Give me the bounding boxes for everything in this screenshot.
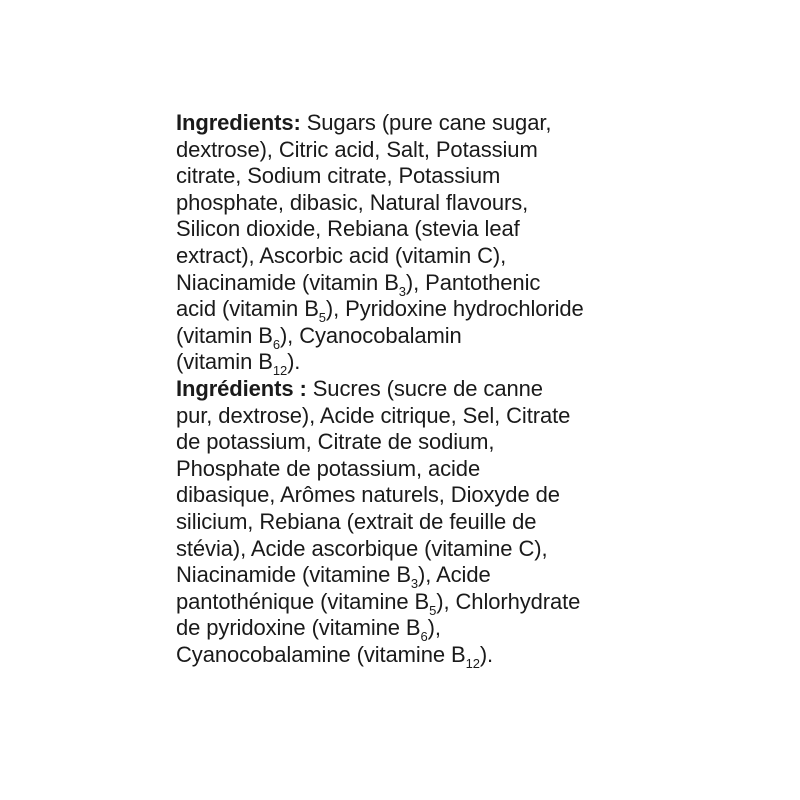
english-line-3: citrate, Sodium citrate, Potassium (176, 163, 501, 189)
english-line-pyridoxine: (vitamin $B_6$), Cyanocobalamin (176, 322, 462, 352)
english-line-6: extract), Ascorbic acid (vitamin C), (176, 242, 507, 268)
french-line-6: silicium, Rebiana (extrait de feuille de (176, 508, 537, 534)
french-line-niacinamide: Niacinamide (vitamine $B_3$), Acide (176, 562, 491, 592)
french-line-7: stévia), Acide ascorbique (vitamine C), (176, 535, 548, 561)
french-line-5: dibasique, Arômes naturels, Dioxyde de (176, 482, 560, 508)
english-line-cyanocobalamin: (vitamin $B_{12}$). (176, 349, 301, 379)
english-line-pantothenic: acid (vitamin $B_5$), Pyridoxine hydrochloride (176, 296, 584, 326)
english-heading: Ingredients: (176, 110, 301, 135)
french-heading: Ingrédients : (176, 375, 307, 401)
english-line-1: Ingredients: Sugars (pure cane sugar, (176, 110, 552, 135)
english-line-2: dextrose), Citric acid, Salt, Potassium (176, 136, 538, 162)
french-line-4: Phosphate de potassium, acide (176, 455, 481, 481)
english-line-niacinamide: Niacinamide (vitamin $B_3$), Pantothenic (176, 269, 541, 299)
french-line-cyanocobalamine: Cyanocobalamine (vitamine $B_{12}$). (176, 641, 494, 671)
ingredients-label (176, 110, 626, 671)
french-line-pyridoxine: de pyridoxine (vitamine $B_6$), (176, 615, 441, 645)
french-line-3: de potassium, Citrate de sodium, (176, 429, 495, 455)
english-line-5: Silicon dioxide, Rebiana (stevia leaf (176, 216, 520, 242)
french-line-pantothenique: pantothénique (vitamine $B_5$), Chlorhydrate (176, 588, 581, 618)
english-line-4: phosphate, dibasic, Natural flavours, (176, 189, 529, 215)
french-line-2: pur, dextrose), Acide citrique, Sel, Citrate (176, 402, 571, 428)
english-ingredients (176, 110, 626, 379)
french-ingredients (176, 376, 626, 669)
french-line-1: Ingrédients : Sucres (sucre de canne (176, 375, 543, 401)
